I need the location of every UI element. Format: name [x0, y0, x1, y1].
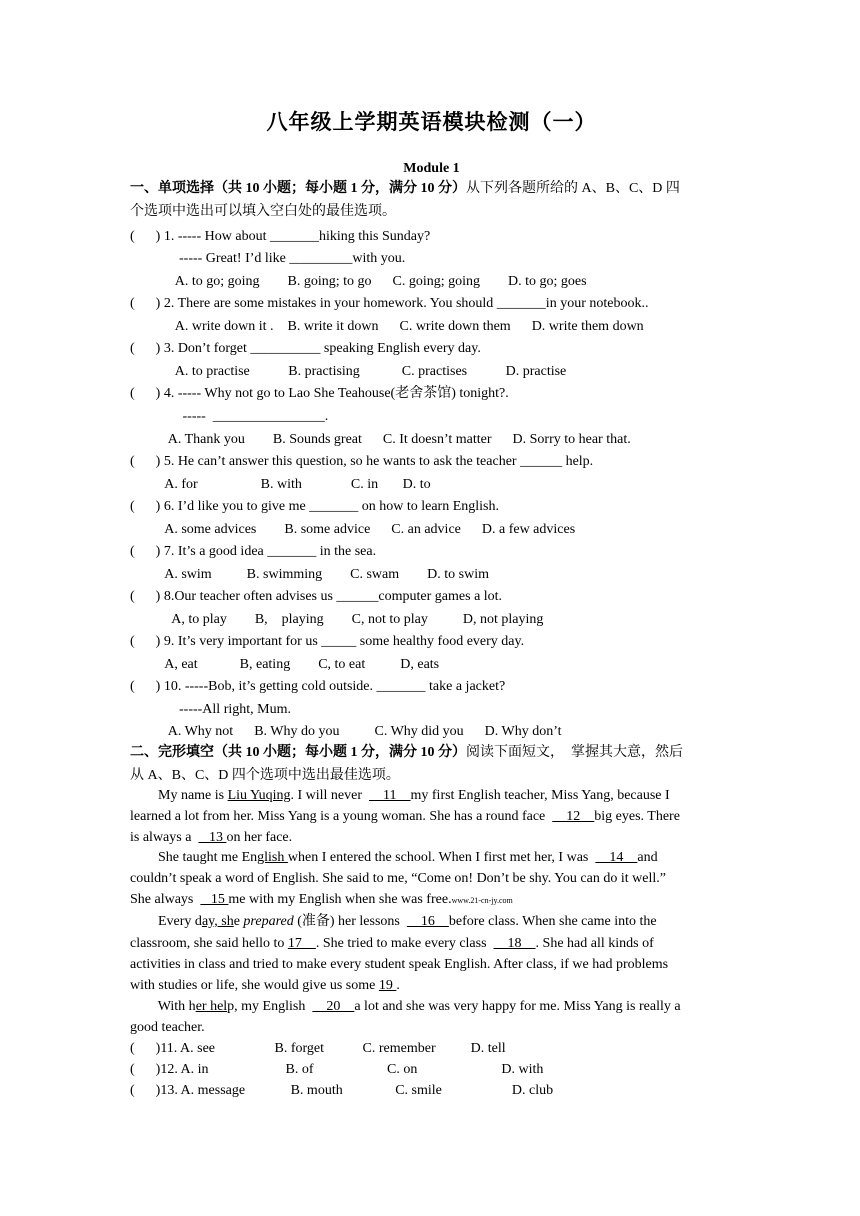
blank-13: 13 [198, 830, 227, 845]
text: She taught me En [130, 850, 258, 865]
text: my first English teacher, Miss Yang, because I [410, 788, 670, 803]
blank-17: 17 [287, 936, 316, 951]
passage-line [130, 829, 292, 847]
underlined-text: er hel [195, 999, 228, 1014]
passage-line [130, 787, 670, 805]
text: when I entered the school. When I first met her, I was [287, 850, 596, 865]
blank-12: 12 [552, 809, 595, 824]
text: on her face. [226, 830, 293, 845]
question-line: ( ) 7. It’s a good idea _______ in the sea. [130, 544, 377, 559]
blank-15: 15 [200, 892, 229, 907]
options-line: A. for B. with C. in D. to [130, 477, 431, 492]
blank-19: 19 [378, 978, 397, 993]
text: My name is [130, 788, 228, 803]
passage-line: activities in class and tried to make every student speak English. After class, if we had problems [130, 957, 669, 972]
question-line: ( ) 8.Our teacher often advises us ______computer games a lot. [130, 589, 503, 604]
question-line: ( ) 1. ----- How about _______hiking this Sunday? [130, 229, 431, 244]
options-line: A. write down it . B. write it down C. write down them D. write them down [130, 319, 644, 334]
section2-header-line2: 从 A、B、C、D 四个选项中选出最佳选项。 [130, 768, 400, 783]
section1-header-line2: 个选项中选出可以填入空白处的最佳选项。 [130, 204, 396, 219]
question-line: ( ) 9. It’s very important for us _____ some healthy food every day. [130, 634, 525, 649]
text: . [396, 978, 400, 993]
options-line: A, eat B, eating C, to eat D, eats [130, 657, 440, 672]
question-line: ( ) 5. He can’t answer this question, so he wants to ask the teacher ______ help. [130, 454, 594, 469]
passage-line [130, 913, 657, 931]
text: with studies or life, she would give us some [130, 978, 379, 993]
blank-16: 16 [406, 914, 449, 929]
text: and [637, 850, 658, 865]
text: . I will never [290, 788, 370, 803]
text: before class. When she came into the [448, 914, 657, 929]
text: Every d [130, 914, 202, 929]
options-line: A, to play B, playing C, not to play D, not playing [130, 612, 544, 627]
question-line: ( ) 2. There are some mistakes in your homework. You should _______in your notebook.. [130, 296, 649, 311]
section2-header [130, 744, 683, 762]
options-line: A. swim B. swimming C. swam D. to swim [130, 567, 489, 582]
text: . She had all kinds of [535, 936, 654, 951]
passage-line [130, 891, 513, 910]
options-line: ( )13. A. message B. mouth C. smile D. club [130, 1083, 554, 1098]
question-line: ( ) 4. ----- Why not go to Lao She Teahouse(老舍茶馆) tonight?. [130, 386, 509, 401]
text: a lot and she was very happy for me. Miss Yang is really a [354, 999, 681, 1014]
page-title: 八年级上学期英语模块检测（一） [266, 110, 597, 134]
question-line: ( ) 3. Don’t forget __________ speaking English every day. [130, 341, 481, 356]
question-line: ( ) 6. I’d like you to give me _______ on how to learn English. [130, 499, 499, 514]
passage-line [130, 849, 658, 867]
options-line: A. Why not B. Why do you C. Why did you D. Why don’t [130, 724, 562, 739]
underlined-name: Liu Yuqing [227, 788, 291, 803]
blank-11: 11 [369, 788, 411, 803]
options-line: ( )12. A. in B. of C. on D. with [130, 1062, 544, 1077]
section1-header-instructions: 从下列各题所给的 A、B、C、D 四 [466, 181, 680, 196]
text: (准备) her lessons [293, 914, 407, 929]
question-line: ----- Great! I’d like _________with you. [130, 251, 406, 266]
underlined-text: ay, sh [201, 914, 234, 929]
passage-line [130, 935, 654, 953]
question-line: ----- ________________. [130, 409, 329, 424]
text: With h [130, 999, 196, 1014]
question-line: -----All right, Mum. [130, 702, 291, 717]
text: p, my English [227, 999, 313, 1014]
passage-line [130, 998, 681, 1016]
text: classroom, she said hello to [130, 936, 288, 951]
blank-20: 20 [312, 999, 355, 1014]
module-heading: Module 1 [403, 161, 460, 176]
section2-header-bold: 二、完形填空（共 10 小题；每小题 1 分，满分 10 分） [130, 745, 466, 760]
blank-18: 18 [493, 936, 536, 951]
passage-line: couldn’t speak a word of English. She said to me, “Come on! Don’t be shy. You can do it well.” [130, 871, 666, 886]
passage-line: good teacher. [130, 1020, 205, 1035]
options-line: A. to practise B. practising C. practises D. practise [130, 364, 567, 379]
text: me with my English when she was free. [228, 892, 452, 907]
italic-word: prepared [243, 914, 294, 929]
options-line: ( )11. A. see B. forget C. remember D. tell [130, 1041, 506, 1056]
text: big eyes. There [594, 809, 680, 824]
text: learned a lot from her. Miss Yang is a young woman. She has a round face [130, 809, 553, 824]
section1-header [130, 180, 680, 198]
text: . She tried to make every class [315, 936, 494, 951]
question-line: ( ) 10. -----Bob, it’s getting cold outside. _______ take a jacket? [130, 679, 506, 694]
underlined-text: glish [257, 850, 288, 865]
text: She always [130, 892, 201, 907]
blank-14: 14 [595, 850, 638, 865]
passage-line [130, 808, 680, 826]
options-line: A. to go; going B. going; to go C. going; going D. to go; goes [130, 274, 587, 289]
text: e [233, 914, 244, 929]
watermark-url: www.21-cn-jy.com [451, 896, 513, 905]
passage-line [130, 977, 400, 995]
text: is always a [130, 830, 199, 845]
section1-header-bold: 一、单项选择（共 10 小题；每小题 1 分，满分 10 分） [130, 181, 466, 196]
section2-header-instructions: 阅读下面短文， 掌握其大意，然后 [466, 745, 683, 760]
options-line: A. some advices B. some advice C. an advice D. a few advices [130, 522, 576, 537]
options-line: A. Thank you B. Sounds great C. It doesn’t matter D. Sorry to hear that. [130, 432, 631, 447]
